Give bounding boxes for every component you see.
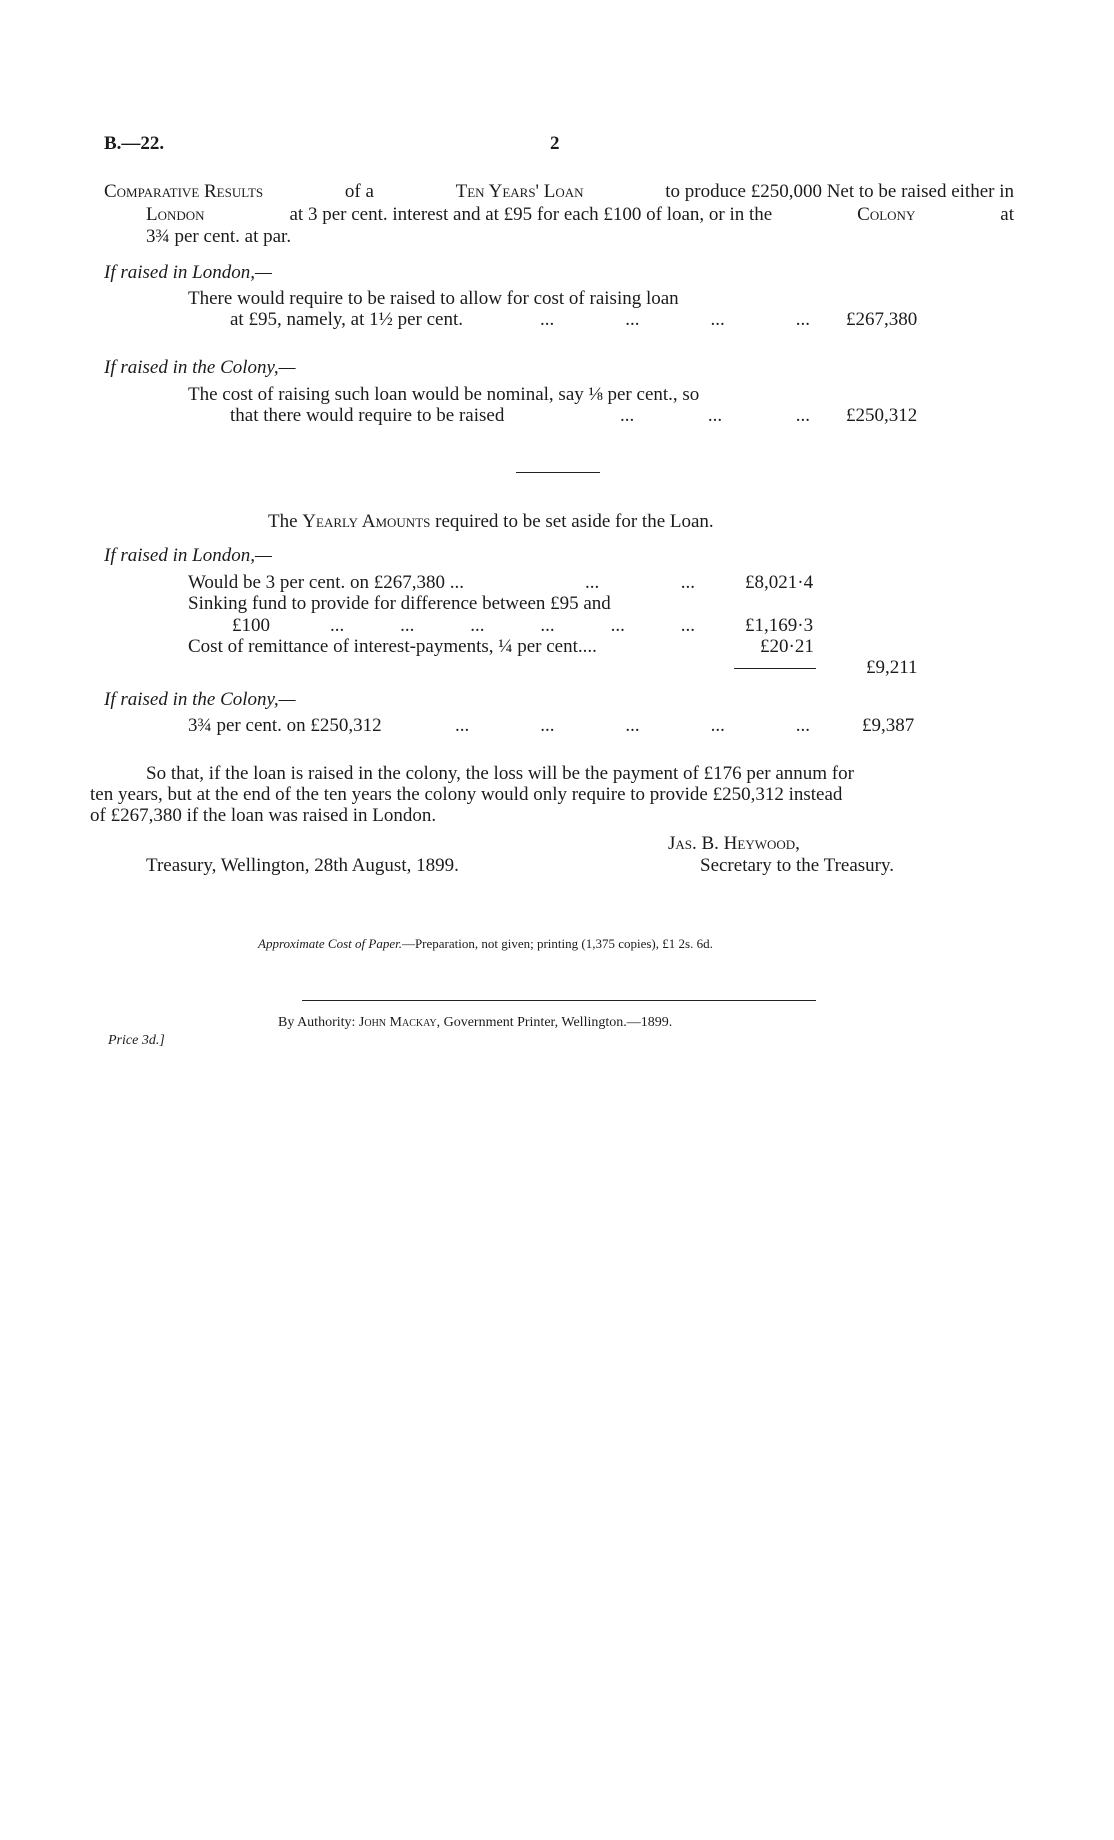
yearly-colony-dots: ... ... ... ... ... xyxy=(455,715,810,736)
comparative-line-1-rest: to produce £250,000 Net to be raised either in xyxy=(665,181,1014,202)
footer-rule xyxy=(302,1000,816,1001)
yearly-colony-total: £9,387 xyxy=(862,715,915,736)
london-line-2: at £95, namely, at 1½ per cent. xyxy=(230,309,464,330)
comparative-of: of a xyxy=(344,181,374,202)
conclusion-line-3: of £267,380 if the loan was raised in London. xyxy=(90,805,437,826)
london-label: London xyxy=(146,204,205,225)
yearly-london-heading: If raised in London,— xyxy=(104,545,272,566)
yearly-colony-heading: If raised in the Colony,— xyxy=(104,689,296,710)
yearly-item-1-value: £8,021·4 xyxy=(745,572,814,593)
subtotal-rule xyxy=(734,668,816,669)
yearly-title: The Yearly Amounts required to be set aside for the Loan. xyxy=(268,511,714,532)
london-heading: If raised in London,— xyxy=(104,262,272,283)
yearly-item-1-dots: ... ... xyxy=(585,572,695,593)
yearly-item-1-label: Would be 3 per cent. on £267,380 ... xyxy=(188,572,465,593)
yearly-item-3-label: Cost of remittance of interest-payments, ¼ per cent.... xyxy=(188,636,597,657)
yearly-item-3-value: £20·21 xyxy=(760,636,814,657)
colony-amount: £250,312 xyxy=(846,405,918,426)
colony-line-2: that there would require to be raised xyxy=(230,405,505,426)
ten-years-loan-label: Ten Years' Loan xyxy=(455,181,584,202)
yearly-london-total: £9,211 xyxy=(866,657,918,678)
conclusion-line-2: ten years, but at the end of the ten years the colony would only require to provide £250,312 instead xyxy=(90,784,843,805)
colony-leader-dots: ... ... ... xyxy=(620,405,810,426)
yearly-item-2-dots: ... ... ... ... ... ... xyxy=(330,615,695,636)
comparative-line-3: 3¾ per cent. at par. xyxy=(146,226,292,247)
comparative-line-1 xyxy=(104,181,1014,203)
price-note: Price 3d.] xyxy=(108,1033,165,1048)
london-line-1: There would require to be raised to allow for cost of raising loan xyxy=(188,288,679,309)
london-leader-dots: ... ... ... ... xyxy=(540,309,810,330)
comparative-results-label: Comparative Results xyxy=(104,181,264,202)
signatory-title: Secretary to the Treasury. xyxy=(700,855,894,876)
conclusion-line-1: So that, if the loan is raised in the colony, the loss will be the payment of £176 per annum for xyxy=(146,763,854,784)
yearly-item-2-label-a: Sinking fund to provide for difference between £95 and xyxy=(188,593,611,614)
yearly-item-2-value: £1,169·3 xyxy=(745,615,814,636)
colony-label: Colony xyxy=(857,204,916,225)
colony-line-1: The cost of raising such loan would be nominal, say ⅛ per cent., so xyxy=(188,384,700,405)
printer-imprint: By Authority: John Mackay, Government Printer, Wellington.—1899. xyxy=(278,1015,673,1030)
place-date: Treasury, Wellington, 28th August, 1899. xyxy=(146,855,459,876)
comparative-line-2-end: at xyxy=(1000,204,1014,225)
comparative-line-2 xyxy=(146,204,1014,226)
london-amount: £267,380 xyxy=(846,309,918,330)
yearly-colony-label: 3¾ per cent. on £250,312 xyxy=(188,715,382,736)
yearly-item-2-label-b: £100 xyxy=(232,615,270,636)
cost-of-paper-note: Approximate Cost of Paper.—Preparation, not given; printing (1,375 copies), £1 2s. 6d. xyxy=(258,936,713,951)
section-divider xyxy=(516,472,600,473)
signatory-name: Jas. B. Heywood, xyxy=(668,833,800,854)
document-reference: B.—22. xyxy=(104,133,165,154)
colony-heading: If raised in the Colony,— xyxy=(104,357,296,378)
page-number: 2 xyxy=(550,133,560,154)
comparative-line-2-mid: at 3 per cent. interest and at £95 for each £100 of loan, or in the xyxy=(289,204,773,225)
